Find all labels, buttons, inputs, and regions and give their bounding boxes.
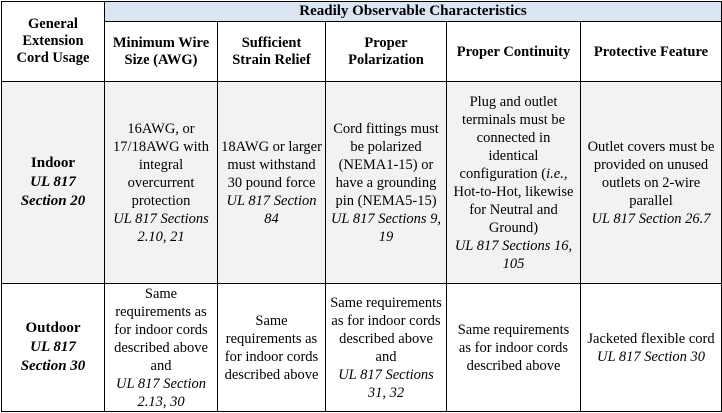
- cell-outdoor-protective-feature: [581, 284, 722, 412]
- column-header-strain-relief: Sufficient Strain Relief: [218, 22, 326, 82]
- characteristics-table: [1, 1, 722, 412]
- cell-indoor-continuity: [447, 82, 581, 284]
- cell-text: Same requirements as for indoor cords described above: [224, 312, 319, 383]
- cell-text: [450, 93, 577, 237]
- column-header-wire-size: Minimum Wire Size (AWG): [105, 22, 218, 82]
- row-label-outdoor: [2, 284, 105, 412]
- usage-ref-line1: UL 817: [30, 339, 76, 355]
- cell-reference: UL 817 Section 26.7: [591, 210, 711, 227]
- table-row-indoor: [2, 82, 722, 284]
- column-header-polarization: Proper Polarization: [326, 22, 447, 82]
- cell-text: 18AWG or larger must withstand 30 pound force: [221, 138, 322, 191]
- table-subheader-row: [2, 22, 722, 82]
- cell-reference: UL 817 Section 30: [596, 348, 706, 365]
- usage-label: Indoor: [30, 155, 76, 171]
- cell-reference: UL 817 Sections 31, 32: [338, 366, 434, 401]
- row-label-indoor: [2, 82, 105, 284]
- cell-indoor-protective-feature: [581, 82, 722, 284]
- cell-text: Outlet covers must be provided on unused outlets on 2-wire parallel: [587, 138, 715, 209]
- cell-reference: UL 817 Sections 2.10, 21: [113, 210, 209, 245]
- cell-text-ie: i.e.,: [546, 165, 568, 182]
- cell-reference: UL 817 Section 2.13, 30: [116, 375, 206, 410]
- column-header-continuity: Proper Continuity: [447, 22, 581, 82]
- cell-reference: UL 817 Section 84: [226, 192, 317, 227]
- column-header-protective-feature: Protective Feature: [581, 22, 722, 82]
- cell-reference: UL 817 Sections 16, 105: [454, 237, 573, 272]
- table-header-row: [2, 2, 722, 22]
- usage-label: Outdoor: [25, 320, 81, 336]
- cell-outdoor-continuity: [447, 284, 581, 412]
- usage-ref-line2: Section 30: [20, 358, 86, 374]
- cell-text: Jacketed flexible cord: [587, 330, 715, 347]
- cell-text-part: Plug and outlet terminals must be connected in identical configuration (: [459, 93, 566, 182]
- corner-header: General Extension Cord Usage: [2, 2, 105, 82]
- cell-text: Same requirements as for indoor cords described above: [457, 321, 570, 374]
- cell-reference: UL 817 Sections 9, 19: [330, 210, 442, 245]
- cell-text: Cord fittings must be polarized (NEMA1-15) or have a grounding pin (NEMA5-15): [333, 120, 439, 209]
- usage-ref-line2: Section 20: [20, 193, 86, 209]
- cell-text-part: Hot-to-Hot, likewise for Neutral and Ground): [453, 183, 574, 236]
- table-row-outdoor: [2, 284, 722, 412]
- super-header: Readily Observable Characteristics: [105, 2, 722, 22]
- cell-outdoor-strain-relief: [218, 284, 326, 412]
- cell-text: Same requirements as for indoor cords described above and: [330, 294, 442, 365]
- cell-indoor-strain-relief: [218, 82, 326, 284]
- cell-indoor-wire-size: [105, 82, 218, 284]
- cell-indoor-polarization: [326, 82, 447, 284]
- cell-outdoor-polarization: [326, 284, 447, 412]
- cell-text: Same requirements as for indoor cords described above and: [114, 285, 208, 374]
- cell-text: 16AWG, or 17/18AWG with integral overcurrent protection: [113, 120, 209, 209]
- usage-ref-line1: UL 817: [30, 174, 76, 190]
- cell-outdoor-wire-size: [105, 284, 218, 412]
